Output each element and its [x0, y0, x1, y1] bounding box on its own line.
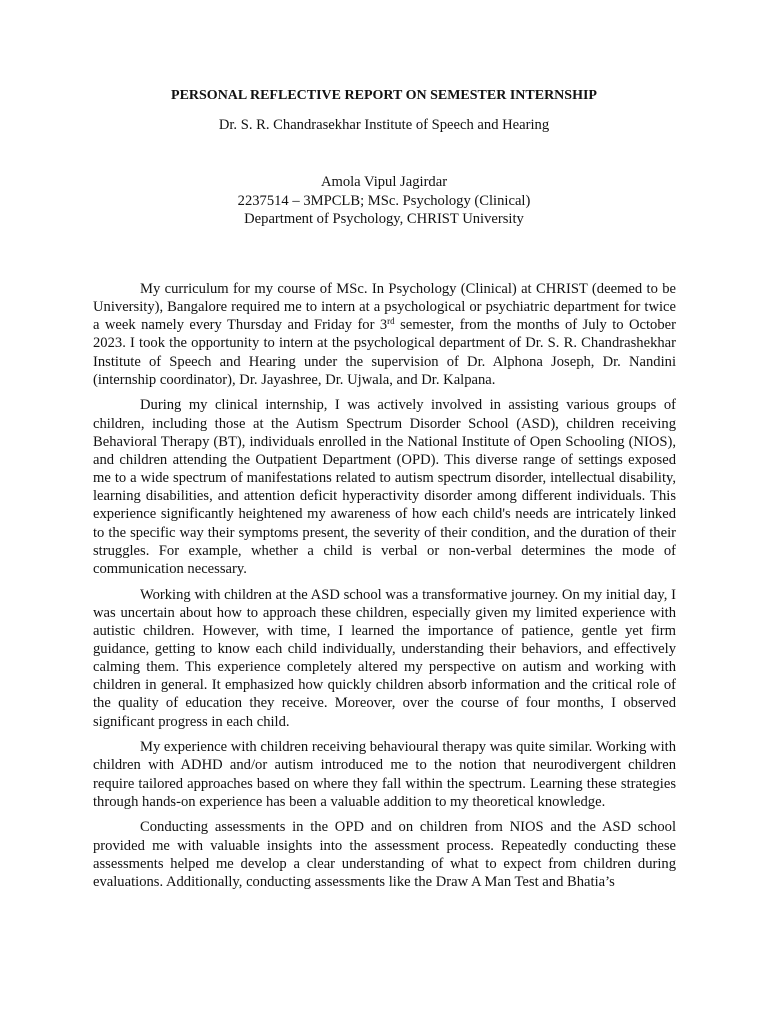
- author-block: [0, 173, 768, 229]
- paragraph-4: My experience with children receiving behavioural therapy was quite similar. Working with children with ADHD and/or autism introduced me to the notion that neurodivergent children require tailored approaches based on where they fall within the spectrum. Learning these strategies through hands-on experience has been a valuable addition to my theoretical knowledge.: [93, 739, 676, 810]
- author-name: Amola Vipul Jagirdar: [320, 174, 448, 190]
- author-department: Department of Psychology, CHRIST University: [244, 211, 524, 227]
- institute-name: Dr. S. R. Chandrasekhar Institute of Speech and Hearing: [218, 117, 550, 133]
- author-id-line: 2237514 – 3MPCLB; MSc. Psychology (Clinical): [237, 192, 531, 209]
- paragraph-1-text-a: My curriculum for my course of MSc. In Psychology (Clinical) at CHRIST (deemed to be University), Bangalore required me to intern at a psychological or psychiatric department for twice a week namely every Thursday and Friday for 3: [93, 281, 676, 334]
- paragraph-3: Working with children at the ASD school was a transformative journey. On my initial day, I was uncertain about how to approach these children, especially given my limited experience with autistic children. However, with time, I learned the importance of patience, gentle yet firm guidance, getting to know each child individually, understanding their behaviors, and effectively calming them. This experience completely altered my perspective on autism and working with children in general. It emphasized how quickly children absorb information and the critical role of the quality of education they receive. Moreover, over the course of four months, I observed significant progress in each child.: [93, 586, 676, 730]
- paragraph-5: Conducting assessments in the OPD and on children from NIOS and the ASD school provided me with valuable insights into the assessment process. Repeatedly conducting these assessments helped me develop a clear understanding of what to expect from children during evaluations. Additionally, conducting assessments like the Draw A Man Test and Bhatia’s: [93, 819, 676, 890]
- paragraph-1-text-b: semester, from the months of July to October 2023. I took the opportunity to intern at the psychological department of Dr. S. R. Chandrashekhar Institute of Speech and Hearing under the supervision of Dr. Alphona Joseph, Dr. Nandini (internship coordinator), Dr. Jayashree, Dr. Ujwala, and Dr. Kalpana.: [93, 317, 676, 388]
- report-body: [93, 280, 676, 899]
- ordinal-superscript: rd: [387, 316, 395, 327]
- report-title: PERSONAL REFLECTIVE REPORT ON SEMESTER INTERNSHIP: [171, 88, 597, 103]
- paragraph-1: [93, 280, 676, 389]
- paragraph-2: During my clinical internship, I was actively involved in assisting various groups of children, including those at the Autism Spectrum Disorder School (ASD), children receiving Behavioral Therapy (BT), individuals enrolled in the National Institute of Open Schooling (NIOS), and children attending the Outpatient Department (OPD). This diverse range of settings exposed me to a wide spectrum of manifestations related to autism spectrum disorder, intellectual disability, learning disabilities, and attention deficit hyperactivity disorder among different individuals. This experience significantly heightened my awareness of how each child's needs are intricately linked to the specific way their symptoms present, the severity of their condition, and the duration of their struggles. For example, whether a child is verbal or non-verbal determines the mode of communication necessary.: [93, 397, 676, 577]
